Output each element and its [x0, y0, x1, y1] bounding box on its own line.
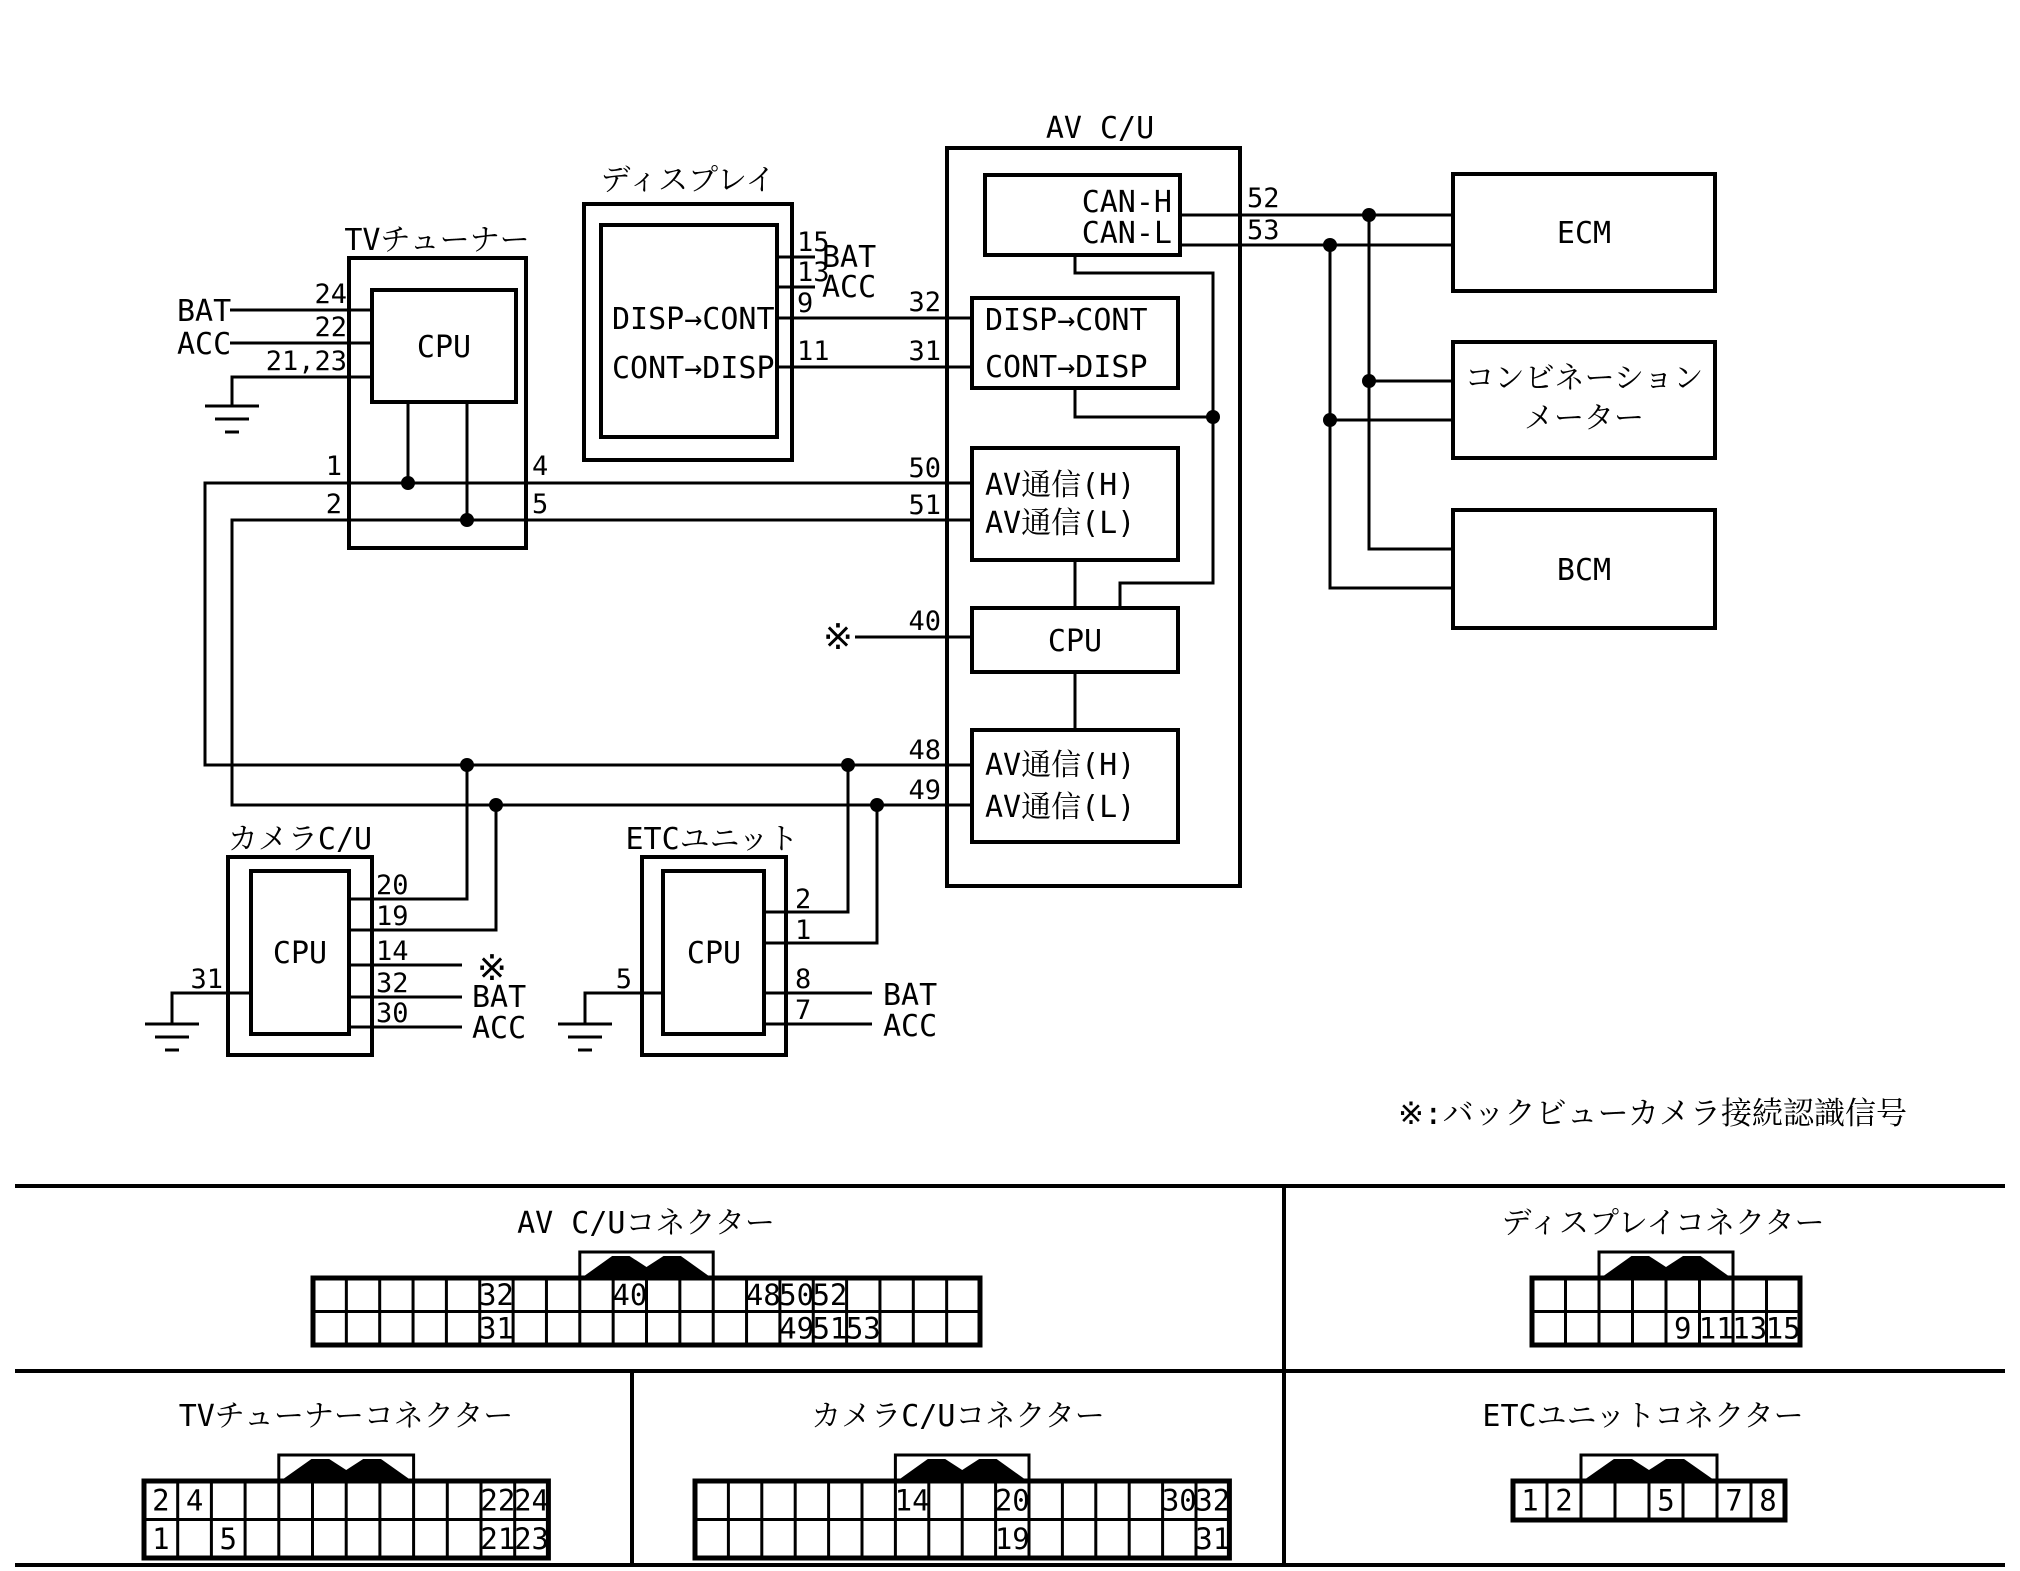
component-boxes — [228, 148, 1715, 1055]
etc-pin-8: 8 — [795, 964, 812, 995]
camera-pin-20: 20 — [376, 870, 409, 901]
connector-grid-lines — [695, 1481, 1229, 1558]
junction-dot — [489, 798, 503, 812]
connector-pin-number: 23 — [514, 1521, 550, 1556]
camera-cpu-label: CPU — [272, 936, 328, 971]
avcu-pin-52: 52 — [1247, 183, 1280, 214]
connector-grid-lines — [1547, 1481, 1751, 1520]
junction-dot — [870, 798, 884, 812]
tv-pin-4: 4 — [532, 451, 549, 482]
connector-pin-number: 1 — [152, 1521, 170, 1556]
ground-icon — [205, 406, 259, 432]
camera-pin-31: 31 — [190, 964, 223, 995]
diagram-text — [177, 111, 1907, 1132]
ref-note: ※:バックビューカメラ接続認識信号 — [1398, 1096, 1908, 1132]
etc-cpu-label: CPU — [686, 936, 742, 971]
connector-pin-number: 48 — [745, 1277, 781, 1312]
display-connector — [1532, 1252, 1801, 1345]
junction-dot — [1323, 238, 1337, 252]
avcu-avcom-l-lower: AV通信(L) — [985, 790, 1136, 825]
etc-connector-title: ETCユニットコネクター — [1482, 1399, 1804, 1434]
connector-pin-number: 31 — [478, 1311, 514, 1346]
combination-meter-line2: メーター — [1524, 401, 1644, 436]
connector-pin-number: 24 — [514, 1483, 550, 1518]
junction-dot — [460, 513, 474, 527]
display-pin-11: 11 — [797, 336, 830, 367]
ecm-label: ECM — [1556, 216, 1612, 251]
avcu-cont-disp: CONT→DISP — [985, 350, 1148, 385]
etc-title: ETCユニット — [625, 822, 799, 857]
connector-pin-number: 50 — [779, 1277, 815, 1312]
junction-dot — [401, 476, 415, 490]
tv-pin-21-23: 21,23 — [265, 346, 347, 377]
connector-pin-number: 51 — [812, 1311, 848, 1346]
connector-pin-number: 49 — [779, 1311, 815, 1346]
ground-icon — [145, 1024, 199, 1050]
avcu-avcom-h-lower: AV通信(H) — [985, 748, 1136, 783]
connector-pin-number: 32 — [1195, 1483, 1231, 1518]
avcu-pin-53: 53 — [1247, 215, 1280, 246]
ref-mark-avcu: ※ — [822, 617, 854, 658]
av-cu-avcom-lower-block — [972, 730, 1178, 842]
tv_tuner-connector — [144, 1455, 549, 1558]
camera-acc-label: ACC — [472, 1011, 527, 1046]
combination-meter-line1: コンビネーション — [1464, 361, 1704, 396]
tv-pin-5: 5 — [532, 489, 549, 520]
avcu-pin-31: 31 — [908, 336, 941, 367]
avcu-pin-40: 40 — [908, 606, 941, 637]
tv-pin-2: 2 — [325, 489, 342, 520]
camera-connector — [695, 1455, 1230, 1558]
connector-pin-number: 20 — [994, 1483, 1030, 1518]
connector-pin-number: 4 — [185, 1483, 204, 1518]
camera-pin-14: 14 — [376, 936, 409, 967]
combination-meter-box — [1453, 342, 1715, 458]
display-acc-label: ACC — [822, 270, 877, 305]
avcu-pin-50: 50 — [908, 453, 941, 484]
can-h-label: CAN-H — [1081, 185, 1172, 220]
display-connector-title: ディスプレイコネクター — [1501, 1206, 1825, 1241]
connector-pin-number: 11 — [1698, 1311, 1734, 1346]
av_cu-connector — [313, 1252, 980, 1345]
av-cu-avcom-upper-block — [972, 448, 1178, 560]
display-cont-disp: CONT→DISP — [612, 351, 775, 386]
connector-pin-number: 2 — [1555, 1483, 1573, 1518]
wire-etc-gnd — [585, 993, 663, 1024]
connector-pin-number: 14 — [894, 1483, 930, 1518]
camera-title: カメラC/U — [227, 822, 373, 857]
display-pin-13: 13 — [797, 257, 830, 288]
wire-av-com-h — [205, 483, 972, 765]
etc-acc-label: ACC — [883, 1009, 938, 1044]
camera-bat-label: BAT — [472, 980, 527, 1015]
camera-pin-19: 19 — [376, 901, 409, 932]
can-l-label: CAN-L — [1081, 216, 1172, 251]
display-title: ディスプレイ — [600, 163, 776, 198]
connector-pin-number: 52 — [812, 1277, 848, 1312]
tv-bat-label: BAT — [177, 294, 232, 329]
junction-dot — [1362, 208, 1376, 222]
display-disp-cont: DISP→CONT — [612, 302, 775, 337]
connector-pin-number: 40 — [612, 1277, 648, 1312]
avcu-avcom-l-upper: AV通信(L) — [985, 506, 1136, 541]
connector-pin-number: 2 — [152, 1483, 170, 1518]
avcu-cpu-label: CPU — [1047, 624, 1103, 659]
tv-pin-24: 24 — [314, 279, 347, 310]
tv-tuner-connector-title: TVチューナーコネクター — [178, 1399, 514, 1434]
tv-tuner-title: TVチューナー — [344, 223, 530, 258]
avcu-disp-cont: DISP→CONT — [985, 303, 1148, 338]
etc-pin-5: 5 — [615, 964, 632, 995]
av-cu-title: AV C/U — [1045, 111, 1155, 146]
connector-pin-number: 5 — [1657, 1483, 1675, 1518]
junction-dot — [460, 758, 474, 772]
junction-dot — [1323, 413, 1337, 427]
wire-camera-gnd — [172, 993, 251, 1024]
etc-pin-7: 7 — [795, 995, 812, 1026]
etc-pin-1: 1 — [795, 915, 812, 946]
ground-icon — [558, 1024, 612, 1050]
connector-pin-number: 32 — [478, 1277, 514, 1312]
tv-pin-22: 22 — [314, 312, 347, 343]
connector-pin-number: 1 — [1521, 1483, 1539, 1518]
display-bat-label: BAT — [822, 240, 877, 275]
display-pin-15: 15 — [797, 227, 830, 258]
connector-pin-number: 53 — [845, 1311, 881, 1346]
connector-titles — [179, 1206, 1825, 1434]
avcu-pin-51: 51 — [908, 490, 941, 521]
connector-pin-number: 19 — [994, 1521, 1030, 1556]
etc-connector — [1513, 1455, 1785, 1520]
bcm-label: BCM — [1556, 553, 1612, 588]
etc-pin-2: 2 — [795, 884, 812, 915]
tv-cpu-label: CPU — [416, 330, 472, 365]
connector-pin-number: 5 — [219, 1521, 237, 1556]
avcu-pin-48: 48 — [908, 735, 941, 766]
wire-dispblock-to-bus — [1075, 388, 1213, 417]
connector-pin-number: 9 — [1674, 1311, 1692, 1346]
tv-acc-label: ACC — [177, 327, 232, 362]
camera-pin-30: 30 — [376, 998, 409, 1029]
connector-pin-number: 7 — [1725, 1483, 1743, 1518]
connector-pin-number: 13 — [1732, 1311, 1768, 1346]
camera-connector-title: カメラC/Uコネクター — [811, 1399, 1105, 1434]
junction-dot — [1362, 374, 1376, 388]
etc-bat-label: BAT — [883, 978, 938, 1013]
connector-pin-number: 15 — [1765, 1311, 1801, 1346]
avcu-pin-49: 49 — [908, 775, 941, 806]
connector-pin-number: 8 — [1759, 1483, 1777, 1518]
connector-pin-number: 22 — [480, 1483, 516, 1518]
avcu-avcom-h-upper: AV通信(H) — [985, 468, 1136, 503]
connector-pin-number: 21 — [480, 1521, 516, 1556]
connector-pin-number: 30 — [1161, 1483, 1197, 1518]
junction-dot — [1206, 410, 1220, 424]
tv-pin-1: 1 — [325, 451, 342, 482]
wire-bus-l-to-bcm — [1330, 245, 1453, 588]
av-cu-connector-title: AV C/Uコネクター — [517, 1206, 775, 1241]
ref-mark-camera: ※ — [476, 948, 508, 989]
junction-dot — [841, 758, 855, 772]
camera-pin-32: 32 — [376, 968, 409, 999]
connector-pin-number: 31 — [1195, 1521, 1231, 1556]
avcu-pin-32: 32 — [908, 287, 941, 318]
wire-av-com-l — [232, 520, 972, 805]
display-pin-9: 9 — [797, 288, 814, 319]
